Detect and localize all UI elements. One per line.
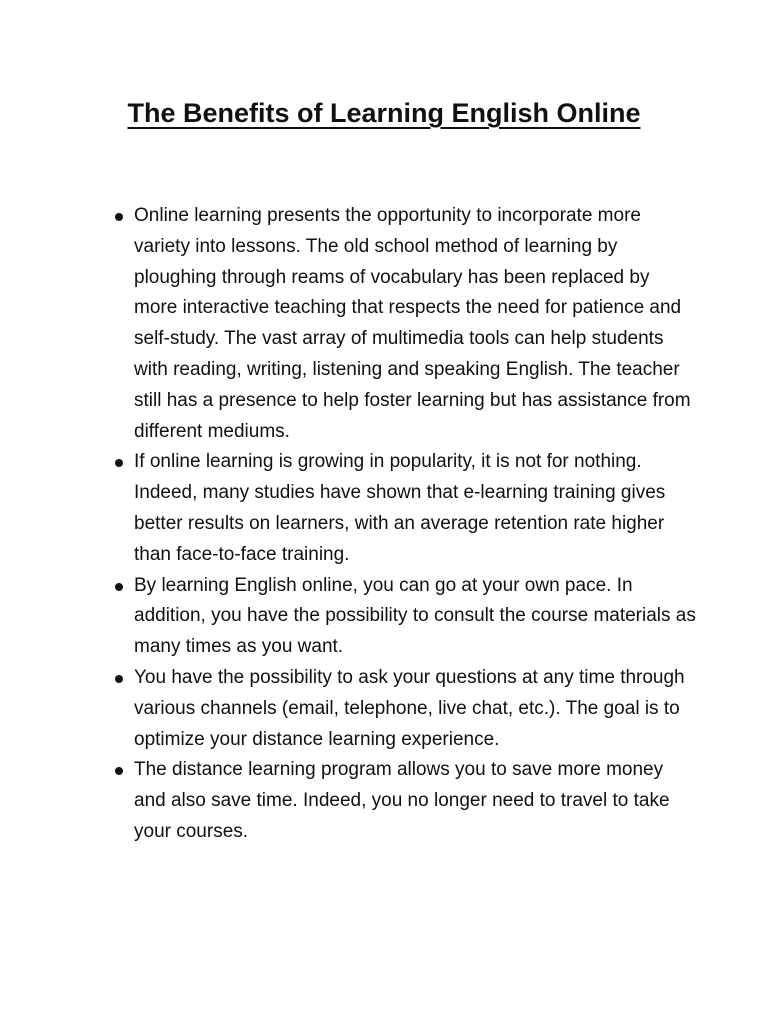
list-item-text: By learning English online, you can go at your own pace. In addition, you have the possibility to consult the course materials as many times as you want. [134,574,696,658]
bullet-icon [115,213,123,221]
bullet-icon [115,583,123,591]
bullet-icon [115,767,123,775]
list-item-text: You have the possibility to ask your questions at any time through various channels (email, telephone, live chat, etc.). The goal is to optimize your distance learning experience. [134,666,685,750]
list-item-text: If online learning is growing in popularity, it is not for nothing. Indeed, many studies have shown that e-learning training gives better results on learners, with an average retention rate higher than face-to-face training. [134,451,666,565]
list-item [112,447,697,570]
list-item [112,663,697,755]
document-title: The Benefits of Learning English Online [127,98,641,128]
list-item [112,571,697,663]
list-item [112,755,697,847]
list-item-text: The distance learning program allows you to save more money and also save time. Indeed, you no longer need to travel to take your courses. [134,759,670,842]
list-item [112,201,697,447]
list-item-text: Online learning presents the opportunity to incorporate more variety into lessons. The old school method of learning by ploughing through reams of vocabulary has been replaced by more interactive teaching that respects the need for patience and self-study. The vast array of multimedia tools can help students with reading, writing, listening and speaking English. The teacher still has a presence to help foster learning but has assistance from different mediums. [134,205,691,442]
benefits-list [112,201,697,848]
bullet-icon [115,459,123,467]
bullet-icon [115,675,123,683]
